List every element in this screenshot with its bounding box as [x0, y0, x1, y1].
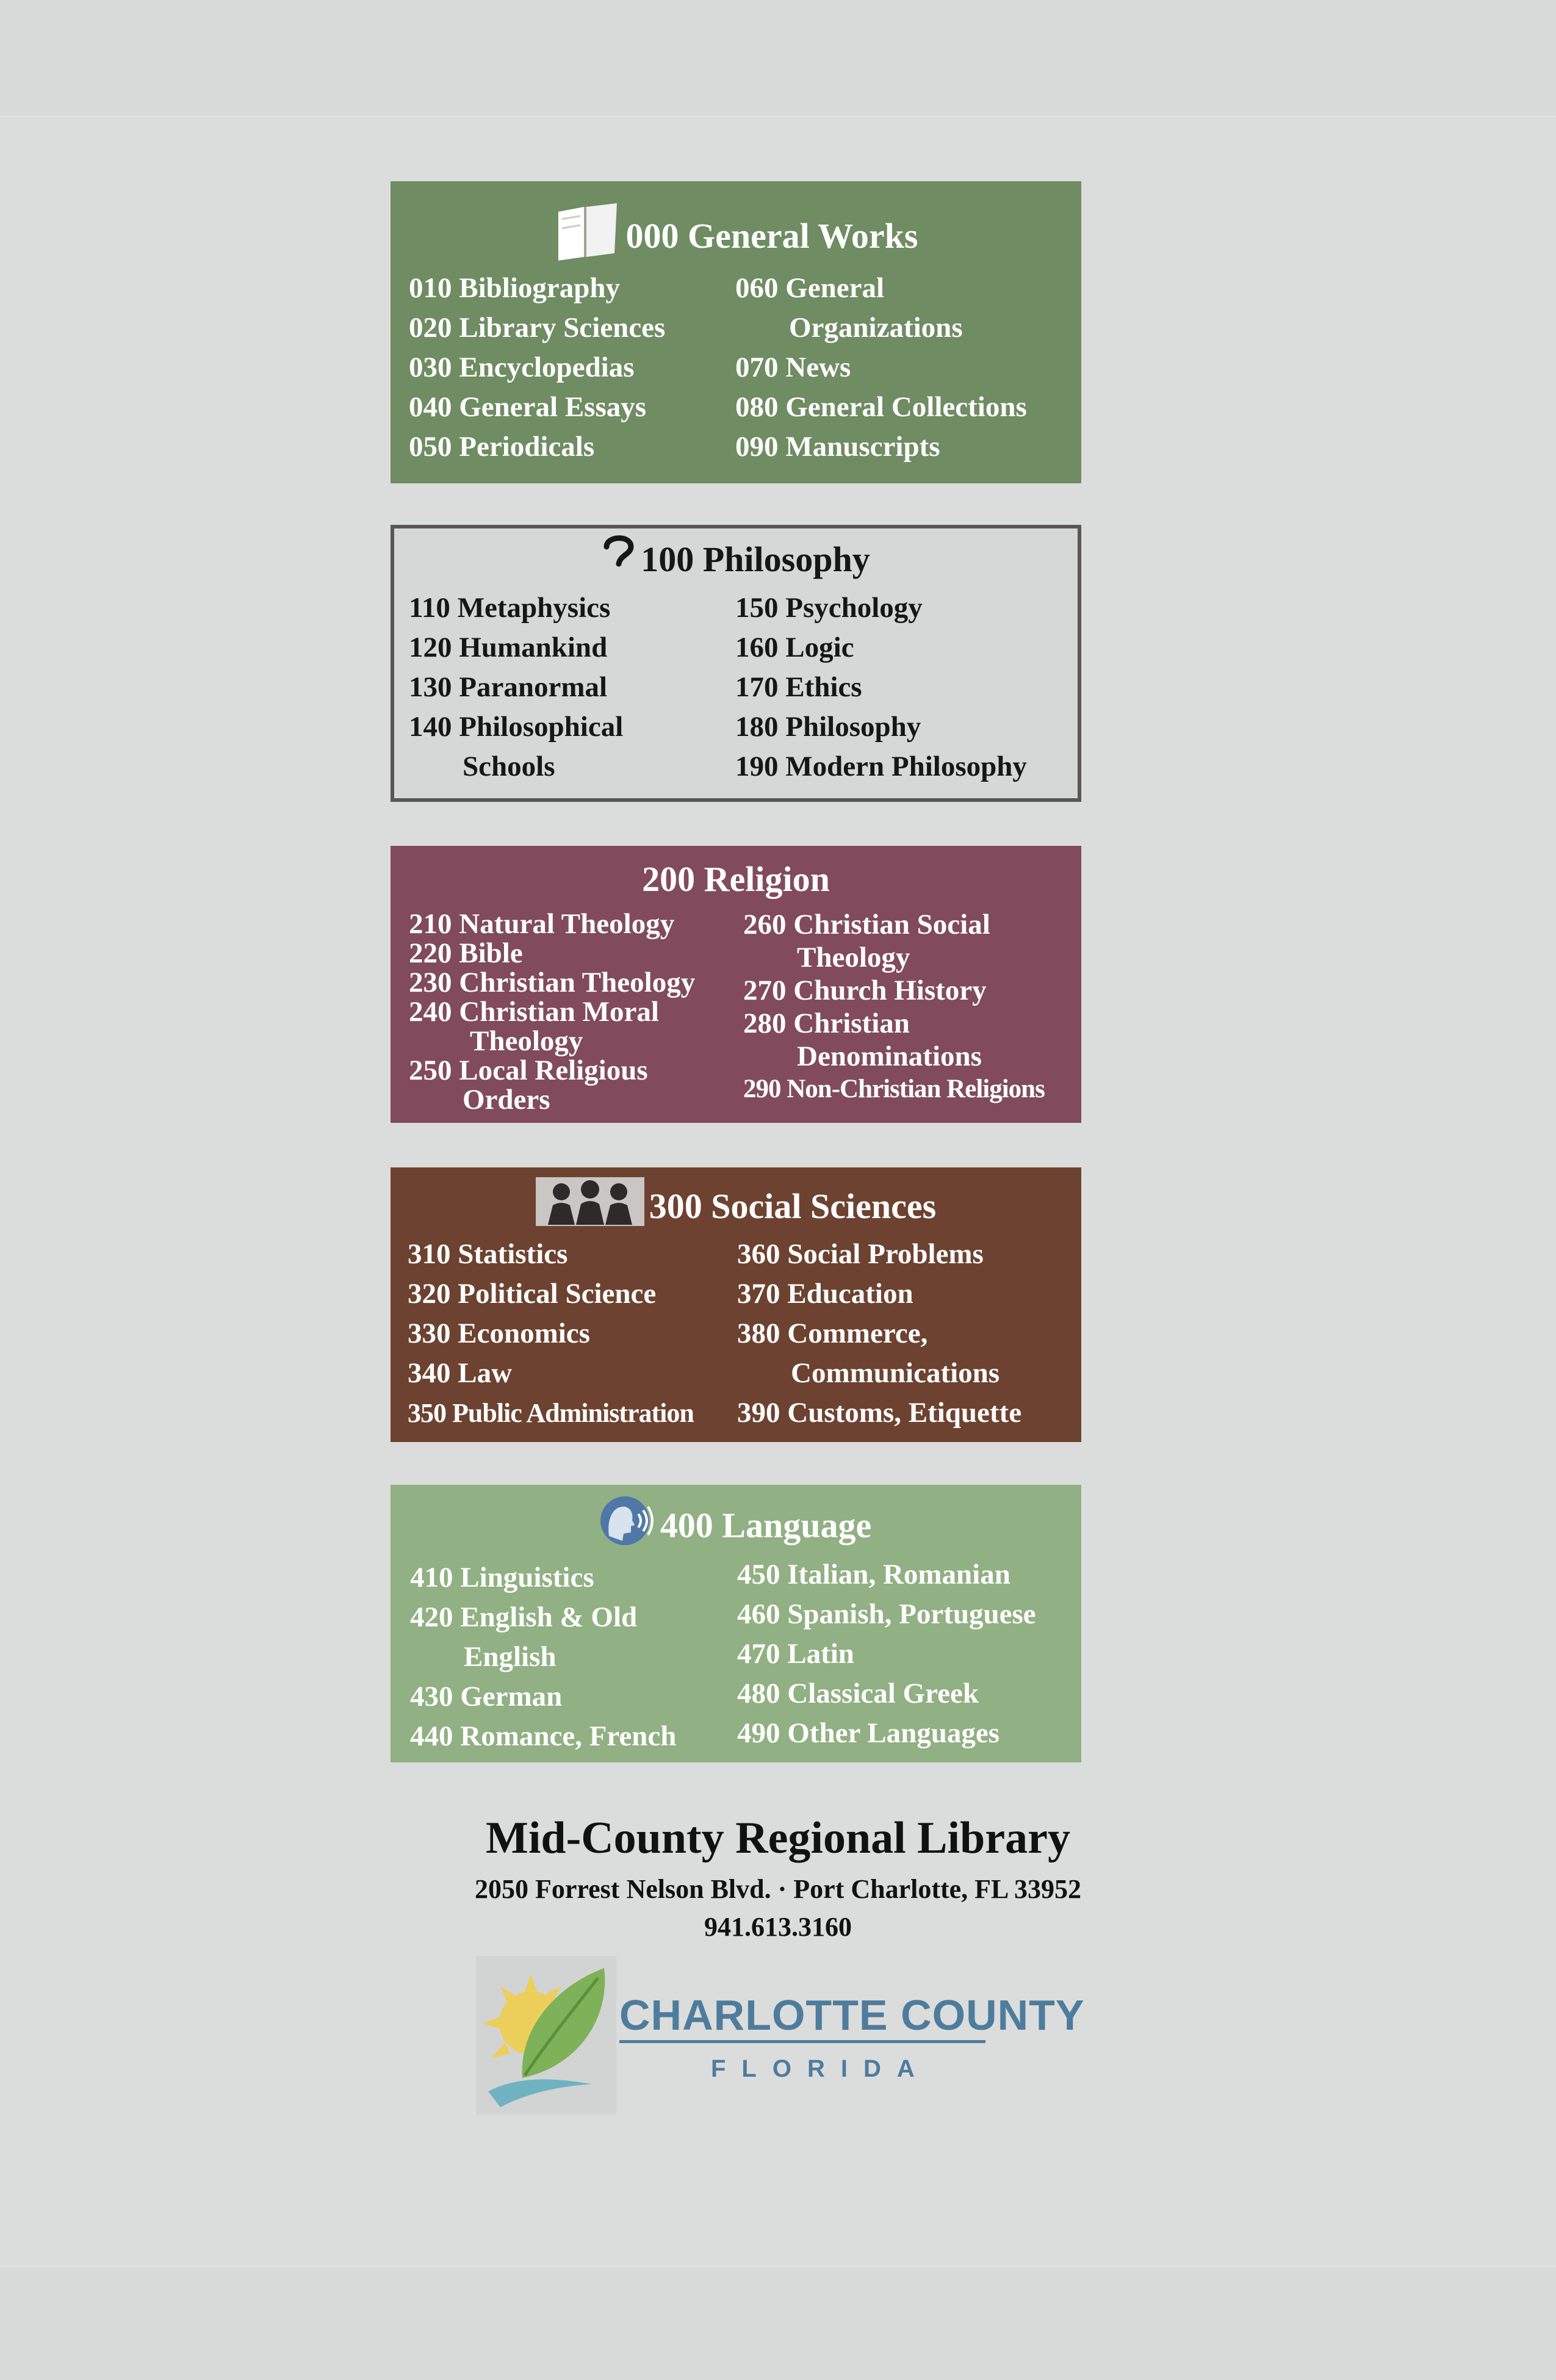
section-title-text: 300 Social Sciences — [649, 1186, 937, 1226]
section-philosophy — [391, 525, 1081, 802]
class-item: 320 Political Science — [408, 1278, 657, 1310]
class-item: Theology — [797, 942, 910, 973]
right-column — [735, 588, 1027, 787]
right-column — [743, 908, 1045, 1106]
section-title — [391, 858, 1081, 901]
class-item: 140 Philosophical — [409, 711, 624, 743]
class-item: 390 Customs, Etiquette — [737, 1397, 1022, 1429]
people-group-icon — [536, 1177, 644, 1236]
book-icon — [553, 201, 621, 272]
class-item: 340 Law — [408, 1357, 513, 1389]
class-item: 040 General Essays — [409, 391, 647, 423]
right-column — [737, 1235, 1021, 1433]
left-column — [409, 909, 695, 1114]
section-title-text: 200 Religion — [642, 859, 830, 899]
class-item: 490 Other Languages — [737, 1717, 1000, 1749]
class-item: 460 Spanish, Portuguese — [737, 1598, 1036, 1630]
class-item: 410 Linguistics — [410, 1562, 594, 1593]
section-title — [394, 533, 1078, 586]
class-item: 220 Bible — [409, 937, 523, 969]
class-item: 070 News — [735, 352, 851, 383]
class-item: 430 German — [410, 1681, 563, 1712]
class-item: Denominations — [797, 1040, 982, 1072]
class-item: 180 Philosophy — [735, 711, 921, 743]
section-title — [391, 1177, 1081, 1236]
section-religion — [391, 846, 1081, 1123]
class-item: 020 Library Sciences — [409, 312, 666, 344]
class-item: 350 Public Administration — [408, 1398, 694, 1428]
class-item: Organizations — [789, 312, 963, 344]
class-item: 440 Romance, French — [410, 1720, 677, 1752]
class-item: 310 Statistics — [408, 1238, 568, 1270]
class-item: 150 Psychology — [735, 592, 923, 624]
class-item: 210 Natural Theology — [409, 908, 675, 940]
class-item: 050 Periodicals — [409, 431, 595, 463]
class-item: Communications — [791, 1357, 1000, 1389]
class-item: 110 Metaphysics — [409, 592, 611, 624]
class-item: Schools — [463, 751, 555, 782]
class-item: 160 Logic — [735, 632, 854, 663]
class-item: 090 Manuscripts — [735, 431, 940, 463]
question-mark-icon — [602, 533, 636, 586]
class-item: Theology — [470, 1025, 583, 1057]
library-address: 2050 Forrest Nelson Blvd. · Port Charlotte, FL 33952 — [475, 1874, 1081, 1904]
section-title — [391, 1493, 1081, 1558]
class-item: 330 Economics — [408, 1318, 590, 1349]
class-item: 480 Classical Greek — [737, 1678, 979, 1709]
left-column — [409, 588, 623, 787]
class-item: 230 Christian Theology — [409, 967, 696, 998]
left-column — [408, 1235, 694, 1433]
section-title-text: 000 General Works — [625, 216, 918, 256]
brand-subtitle: FLORIDA — [711, 2055, 931, 2082]
class-item: 290 Non-Christian Religions — [743, 1075, 1045, 1103]
library-name: Mid-County Regional Library — [486, 1813, 1070, 1863]
brand-underline — [619, 2040, 985, 2043]
class-item: 260 Christian Social — [743, 909, 990, 940]
class-item: 360 Social Problems — [737, 1238, 984, 1270]
section-general-works — [391, 181, 1081, 483]
class-item: 030 Encyclopedias — [409, 352, 635, 383]
class-item: 470 Latin — [737, 1638, 854, 1670]
class-item: 130 Paranormal — [409, 671, 608, 703]
class-item: 280 Christian — [743, 1008, 910, 1039]
section-title-text: 400 Language — [660, 1506, 872, 1545]
brand-name: CHARLOTTE COUNTY — [619, 1991, 1085, 2039]
class-item: 450 Italian, Romanian — [737, 1559, 1010, 1590]
class-item: 250 Local Religious — [409, 1055, 648, 1086]
class-item: 060 General — [735, 272, 885, 304]
class-item: 190 Modern Philosophy — [735, 751, 1027, 782]
class-item: Orders — [463, 1084, 550, 1116]
section-language — [391, 1485, 1081, 1762]
class-item: 080 General Collections — [735, 391, 1027, 423]
left-column — [410, 1558, 676, 1756]
class-item: 380 Commerce, — [737, 1318, 928, 1349]
left-column — [409, 269, 665, 467]
section-social-sciences — [391, 1167, 1081, 1442]
class-item: 120 Humankind — [409, 632, 608, 663]
class-item: 370 Education — [737, 1278, 913, 1310]
right-column — [737, 1555, 1036, 1753]
section-title — [391, 201, 1081, 272]
library-phone: 941.613.3160 — [704, 1912, 852, 1942]
class-item: English — [464, 1641, 556, 1673]
class-item: 240 Christian Moral — [409, 996, 659, 1028]
sun-leaf-icon — [476, 1956, 616, 2118]
class-item: 420 English & Old — [410, 1601, 638, 1633]
right-column — [735, 269, 1027, 467]
class-item: 010 Bibliography — [409, 272, 621, 304]
class-item: 170 Ethics — [735, 671, 862, 703]
section-title-text: 100 Philosophy — [641, 539, 870, 579]
class-item: 270 Church History — [743, 975, 987, 1006]
speaking-head-icon — [600, 1493, 655, 1558]
